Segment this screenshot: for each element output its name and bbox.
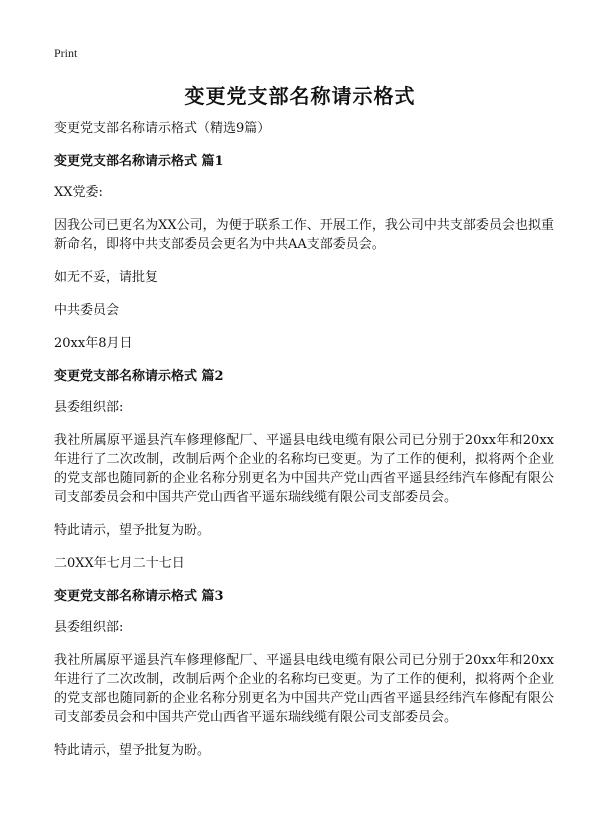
section-body: 我社所属原平遥县汽车修理修配厂、平遥县电线电缆有限公司已分别于20xx年和20xx年进行了二次改制，改制后两个企业的名称均已变更。为了工作的便利，拟将两个企业的党支部也随同新的企业名称分别更名为中国共产党山西省平遥县经纬汽车修配有限公司支部委员会和中国共产党山西省平遥东瑞线缆有限公司支部委员会。: [54, 653, 554, 725]
section-closing: 特此请示，望予批复为盼。: [54, 523, 211, 538]
section-recipient: 县委组织部:: [54, 620, 124, 635]
section-closing: 特此请示，望予批复为盼。: [54, 743, 211, 758]
document-content: [54, 119, 554, 774]
section-date: 20xx年8月日: [54, 336, 133, 351]
section-recipient: 县委组织部:: [54, 400, 124, 415]
section-signer: 中共委员会: [54, 303, 120, 318]
print-label: Print: [54, 46, 78, 60]
section-date: 二0XX年七月二十七日: [54, 556, 185, 571]
section-heading: 变更党支部名称请示格式 篇1: [54, 154, 224, 169]
document-subtitle: 变更党支部名称请示格式（精选9篇）: [54, 121, 271, 136]
section-recipient: XX党委:: [54, 185, 103, 200]
section-closing: 如无不妥，请批复: [54, 270, 159, 285]
section-body: 我社所属原平遥县汽车修理修配厂、平遥县电线电缆有限公司已分别于20xx年和20xx年进行了二次改制，改制后两个企业的名称均已变更。为了工作的便利，拟将两个企业的党支部也随同新的企业名称分别更名为中国共产党山西省平遥县经纬汽车修配有限公司支部委员会和中国共产党山西省平遥东瑞线缆有限公司支部委员会。: [54, 433, 554, 505]
section-heading: 变更党支部名称请示格式 篇2: [54, 369, 224, 384]
section-body: 因我公司已更名为XX公司，为便于联系工作、开展工作，我公司中共支部委员会也拟重新命名，即将中共支部委员会更名为中共AA支部委员会。: [54, 218, 554, 252]
document-title: 变更党支部名称请示格式: [184, 84, 416, 108]
section-heading: 变更党支部名称请示格式 篇3: [54, 589, 224, 604]
